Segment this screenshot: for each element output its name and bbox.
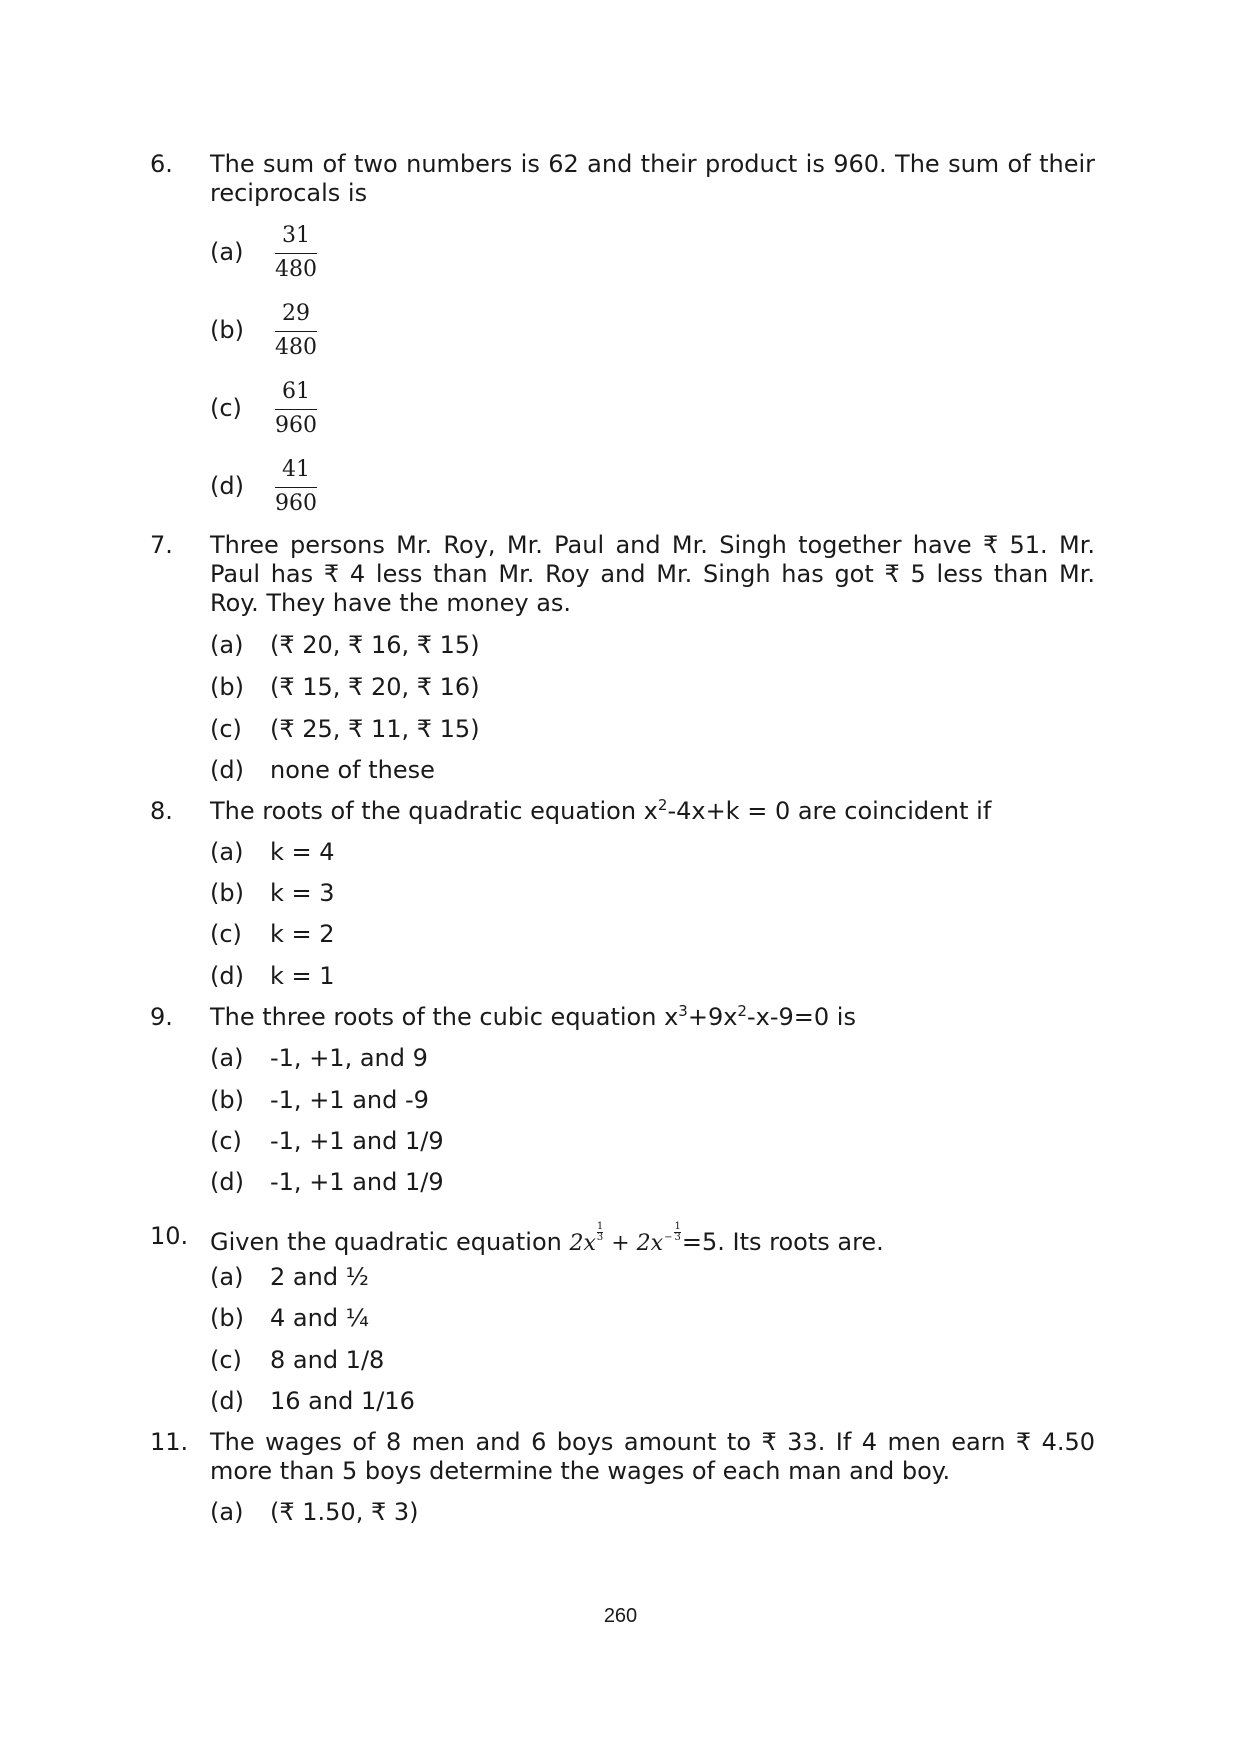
option-label: (a) — [210, 1044, 244, 1072]
option-6b[interactable] — [210, 300, 410, 362]
option-6d[interactable] — [210, 456, 410, 518]
option-value: none of these — [270, 756, 435, 784]
option-label: (c) — [210, 715, 242, 743]
option-label: (b) — [210, 1086, 244, 1114]
option-value: k = 3 — [270, 879, 335, 907]
option-value: k = 4 — [270, 838, 335, 866]
option-6c[interactable] — [210, 378, 410, 440]
option-value: (₹ 25, ₹ 11, ₹ 15) — [270, 715, 480, 743]
question-text: The wages of 8 men and 6 boys amount to ₹ 33. If 4 men earn ₹ 4.50 more than 5 boys determine the wages of each man and boy. — [210, 1428, 1095, 1485]
option-value: 16 and 1/16 — [270, 1387, 415, 1415]
option-value: -1, +1 and -9 — [270, 1086, 429, 1114]
page-number: 260 — [603, 1605, 638, 1627]
option-value: 8 and 1/8 — [270, 1346, 385, 1374]
fraction-bar — [275, 487, 317, 488]
denominator: 480 — [275, 257, 317, 282]
question-text: The roots of the quadratic equation $x^2-4x+k = 0$ are coincident if — [210, 796, 992, 825]
question-number: 6. — [150, 150, 173, 178]
option-value: k = 1 — [270, 962, 335, 990]
option-label: (a) — [210, 838, 244, 866]
fraction-bar — [275, 409, 317, 410]
denominator: 960 — [275, 413, 317, 438]
fraction — [275, 378, 317, 440]
option-value: 4 and ¼ — [270, 1304, 369, 1332]
option-value: 2 and ½ — [270, 1263, 369, 1291]
option-label: (c) — [210, 394, 242, 422]
fraction — [275, 456, 317, 518]
option-label: (b) — [210, 1304, 244, 1332]
denominator: 960 — [275, 491, 317, 516]
numerator: 29 — [282, 301, 310, 326]
option-value: k = 2 — [270, 920, 335, 948]
question-number: 10. — [150, 1222, 189, 1250]
question-number: 8. — [150, 797, 173, 825]
question-number: 11. — [150, 1428, 189, 1456]
question-text: Three persons Mr. Roy, Mr. Paul and Mr. Singh together have ₹ 51. Mr. Paul has ₹ 4 less than Mr. Roy and Mr. Singh has got ₹ 5 less than Mr. Roy. They have the money as. — [210, 531, 1095, 617]
option-value: (₹ 20, ₹ 16, ₹ 15) — [270, 631, 480, 659]
fraction-bar — [275, 331, 317, 332]
option-label: (b) — [210, 673, 244, 701]
equation: $2x\frac{1}{3}$ + $2x- \frac{1}{3}$ — [569, 1221, 681, 1256]
numerator: 31 — [282, 223, 310, 248]
option-label: (c) — [210, 1346, 242, 1374]
fraction-bar — [275, 253, 317, 254]
question-number: 7. — [150, 531, 173, 559]
fraction — [275, 222, 317, 284]
option-label: (b) — [210, 879, 244, 907]
option-value: (₹ 1.50, ₹ 3) — [270, 1498, 419, 1526]
option-6a[interactable] — [210, 222, 410, 284]
question-text: The sum of two numbers is 62 and their product is 960. The sum of their reciprocals is — [210, 150, 1095, 207]
option-value: (₹ 15, ₹ 20, ₹ 16) — [270, 673, 480, 701]
option-value: -1, +1, and 9 — [270, 1044, 428, 1072]
option-value: -1, +1 and 1/9 — [270, 1168, 444, 1196]
option-value: -1, +1 and 1/9 — [270, 1127, 444, 1155]
option-label: (a) — [210, 1498, 244, 1526]
option-label: (a) — [210, 1263, 244, 1291]
option-label: (d) — [210, 1168, 244, 1196]
option-label: (c) — [210, 1127, 242, 1155]
option-label: (d) — [210, 962, 244, 990]
option-label: (a) — [210, 631, 244, 659]
denominator: 480 — [275, 335, 317, 360]
option-label: (c) — [210, 920, 242, 948]
numerator: 41 — [282, 457, 310, 482]
question-text: The three roots of the cubic equation $x^3+9x^2-x-9=0$ is — [210, 1002, 856, 1031]
option-label: (b) — [210, 316, 244, 344]
fraction — [275, 300, 317, 362]
option-label: (d) — [210, 472, 244, 500]
option-label: (d) — [210, 1387, 244, 1415]
option-label: (a) — [210, 238, 244, 266]
question-text: Given the quadratic equation $2x\frac{1}{3}$ + $2x- \frac{1}{3}$ =5. Its roots are. — [210, 1221, 884, 1256]
option-label: (d) — [210, 756, 244, 784]
question-number: 9. — [150, 1003, 173, 1031]
numerator: 61 — [282, 379, 310, 404]
